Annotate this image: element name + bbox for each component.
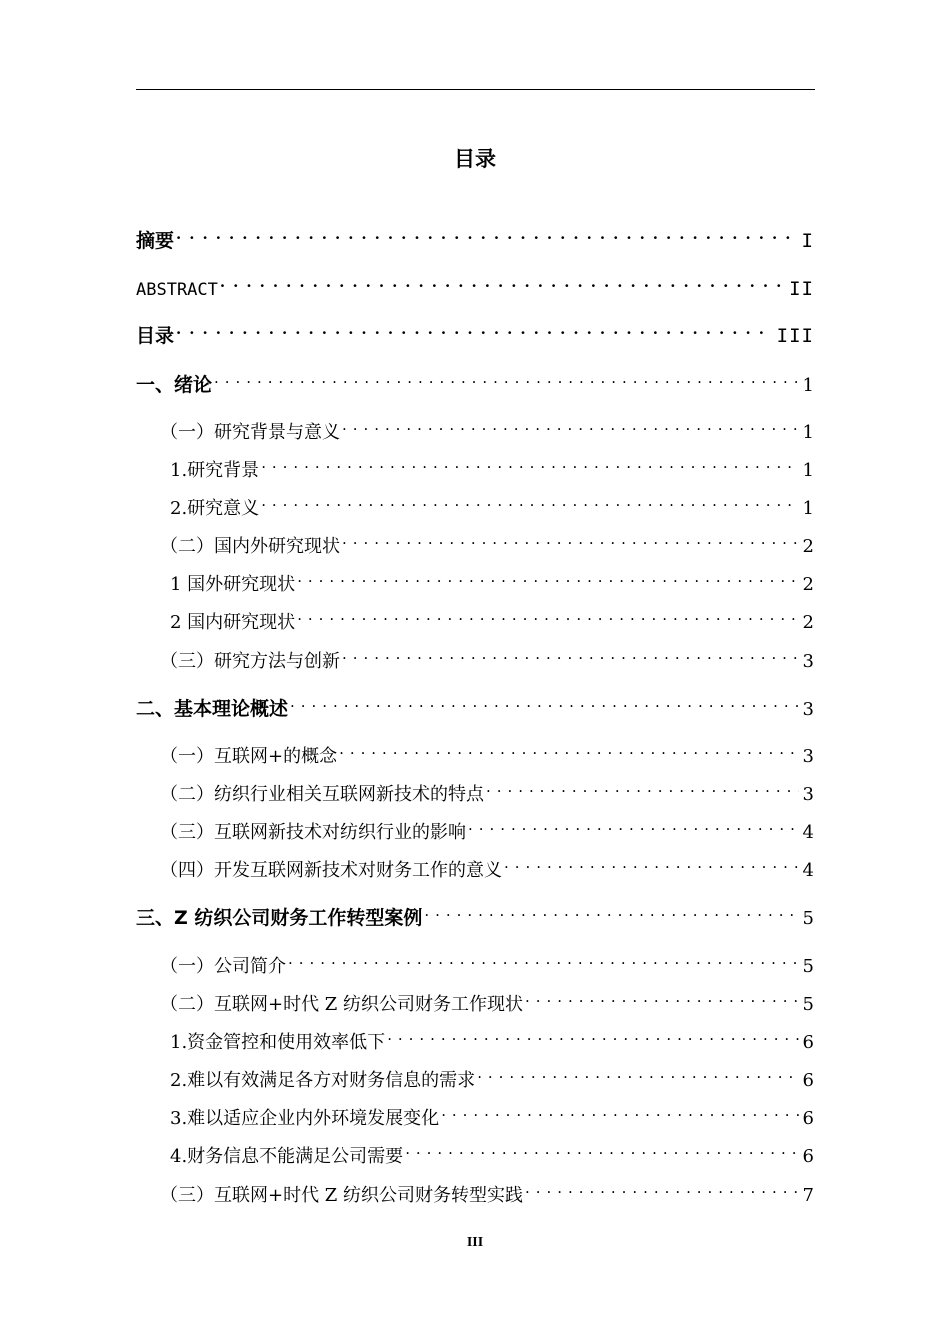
toc-entry-label: （一）研究背景与意义 — [160, 422, 340, 443]
toc-entry-page: III — [776, 325, 814, 347]
toc-entry-section[interactable] — [160, 528, 814, 557]
toc-entry-label: （三）研究方法与创新 — [160, 651, 340, 672]
toc-entry-section[interactable] — [160, 738, 814, 767]
toc-dot-leader — [486, 776, 799, 800]
toc-entry-contents[interactable] — [136, 318, 814, 347]
header-rule — [136, 89, 815, 90]
toc-dot-leader — [176, 318, 773, 342]
toc-dot-leader — [290, 691, 799, 715]
toc-entry-label: （一）互联网+的概念 — [160, 746, 338, 767]
toc-entry-page: 4 — [802, 822, 814, 843]
toc-entry-label: 1.研究背景 — [170, 460, 260, 481]
toc-entry-page: 1 — [802, 422, 814, 443]
toc-entry-label: （三）互联网+时代 Z 纺织公司财务转型实践 — [160, 1185, 524, 1206]
toc-entry-label: （三）互联网新技术对纺织行业的影响 — [160, 822, 466, 843]
toc-entry-label: （二）纺织行业相关互联网新技术的特点 — [160, 784, 484, 805]
toc-entry-page: 6 — [802, 1146, 814, 1167]
toc-entry-label: （二）国内外研究现状 — [160, 536, 340, 557]
toc-title: 目录 — [454, 147, 496, 171]
toc-entry-page: 1 — [802, 375, 814, 396]
toc-entry-label: （二）互联网+时代 Z 纺织公司财务工作现状 — [160, 994, 524, 1015]
toc-entry-page: 5 — [802, 994, 814, 1015]
toc-entry-page: 4 — [802, 860, 814, 881]
toc-entry-page: 3 — [802, 651, 814, 672]
toc-dot-leader — [405, 1138, 798, 1162]
toc-entry-label: 目录 — [136, 325, 175, 347]
toc-entry-abstract-en[interactable] — [136, 271, 814, 300]
toc-entry-subsection[interactable] — [170, 490, 814, 519]
toc-dot-leader — [477, 1062, 798, 1086]
toc-dot-leader — [261, 490, 798, 514]
toc-entry-label: 2.难以有效满足各方对财务信息的需求 — [170, 1070, 476, 1091]
toc-entry-page: II — [789, 278, 814, 300]
toc-entry-subsection[interactable] — [170, 604, 814, 633]
toc-dot-leader — [297, 566, 798, 590]
toc-entry-label: 3.难以适应企业内外环境发展变化 — [170, 1108, 440, 1129]
toc-entry-abstract-cn[interactable] — [136, 223, 814, 252]
toc-entry-label: 1 国外研究现状 — [170, 574, 296, 595]
toc-dot-leader — [525, 986, 799, 1010]
toc-dot-leader — [468, 814, 799, 838]
toc-entry-label: 三、Z 纺织公司财务工作转型案例 — [136, 907, 423, 929]
toc-dot-leader — [342, 643, 799, 667]
toc-dot-leader — [424, 900, 798, 924]
toc-entry-section[interactable] — [160, 776, 814, 805]
toc-entry-section[interactable] — [160, 643, 814, 672]
toc-dot-leader — [339, 738, 798, 762]
toc-entry-page: 7 — [802, 1185, 814, 1206]
toc-entry-label: （一）公司简介 — [160, 956, 286, 977]
toc-entry-label: 摘要 — [136, 230, 175, 252]
toc-dot-leader — [387, 1024, 798, 1048]
toc-entry-label: 一、绪论 — [136, 374, 213, 396]
toc-entry-page: 6 — [802, 1032, 814, 1053]
toc-dot-leader — [297, 604, 798, 628]
toc-dot-leader — [220, 271, 785, 295]
toc-entry-page: 3 — [802, 746, 814, 767]
toc-entry-label: 2.研究意义 — [170, 498, 260, 519]
toc-dot-leader — [261, 452, 798, 476]
toc-entry-page: I — [801, 230, 814, 252]
toc-entry-label: 1.资金管控和使用效率低下 — [170, 1032, 386, 1053]
toc-entry-page: 5 — [802, 908, 814, 929]
toc-entry-page: 2 — [802, 574, 814, 595]
toc-entry-subsection[interactable] — [170, 1100, 814, 1129]
toc-entry-subsection[interactable] — [170, 1024, 814, 1053]
toc-entry-section[interactable] — [160, 852, 814, 881]
toc-entry-page: 6 — [802, 1070, 814, 1091]
toc-entry-page: 1 — [802, 498, 814, 519]
toc-dot-leader — [525, 1177, 799, 1201]
toc-entry-section[interactable] — [160, 414, 814, 443]
toc-dot-leader — [441, 1100, 798, 1124]
toc-dot-leader — [504, 852, 799, 876]
toc-entry-chapter-1[interactable] — [136, 367, 814, 396]
toc-entry-page: 6 — [802, 1108, 814, 1129]
toc-entry-label: 4.财务信息不能满足公司需要 — [170, 1146, 404, 1167]
toc-entry-page: 5 — [802, 956, 814, 977]
page-number: III — [466, 1235, 484, 1250]
toc-entry-page: 3 — [802, 699, 814, 720]
toc-dot-leader — [288, 948, 799, 972]
toc-entry-subsection[interactable] — [170, 566, 814, 595]
toc-entry-label: 二、基本理论概述 — [136, 698, 289, 720]
toc-entry-section[interactable] — [160, 986, 814, 1015]
toc-entry-section[interactable] — [160, 1177, 814, 1206]
toc-dot-leader — [342, 414, 799, 438]
toc-entry-subsection[interactable] — [170, 1062, 814, 1091]
toc-entry-label: （四）开发互联网新技术对财务工作的意义 — [160, 860, 502, 881]
toc-entry-page: 2 — [802, 612, 814, 633]
toc-dot-leader — [214, 367, 799, 391]
toc-dot-leader — [342, 528, 799, 552]
toc-entry-subsection[interactable] — [170, 1138, 814, 1167]
toc-entry-page: 1 — [802, 460, 814, 481]
toc-entry-chapter-2[interactable] — [136, 691, 814, 720]
toc-dot-leader — [176, 223, 798, 247]
toc-entry-page: 3 — [802, 784, 814, 805]
toc-entry-section[interactable] — [160, 948, 814, 977]
toc-entry-label: 2 国内研究现状 — [170, 612, 296, 633]
toc-entry-section[interactable] — [160, 814, 814, 843]
toc-entry-chapter-3[interactable] — [136, 900, 814, 929]
toc-entry-subsection[interactable] — [170, 452, 814, 481]
toc-entry-page: 2 — [802, 536, 814, 557]
toc-entry-label: ABSTRACT — [136, 280, 218, 300]
